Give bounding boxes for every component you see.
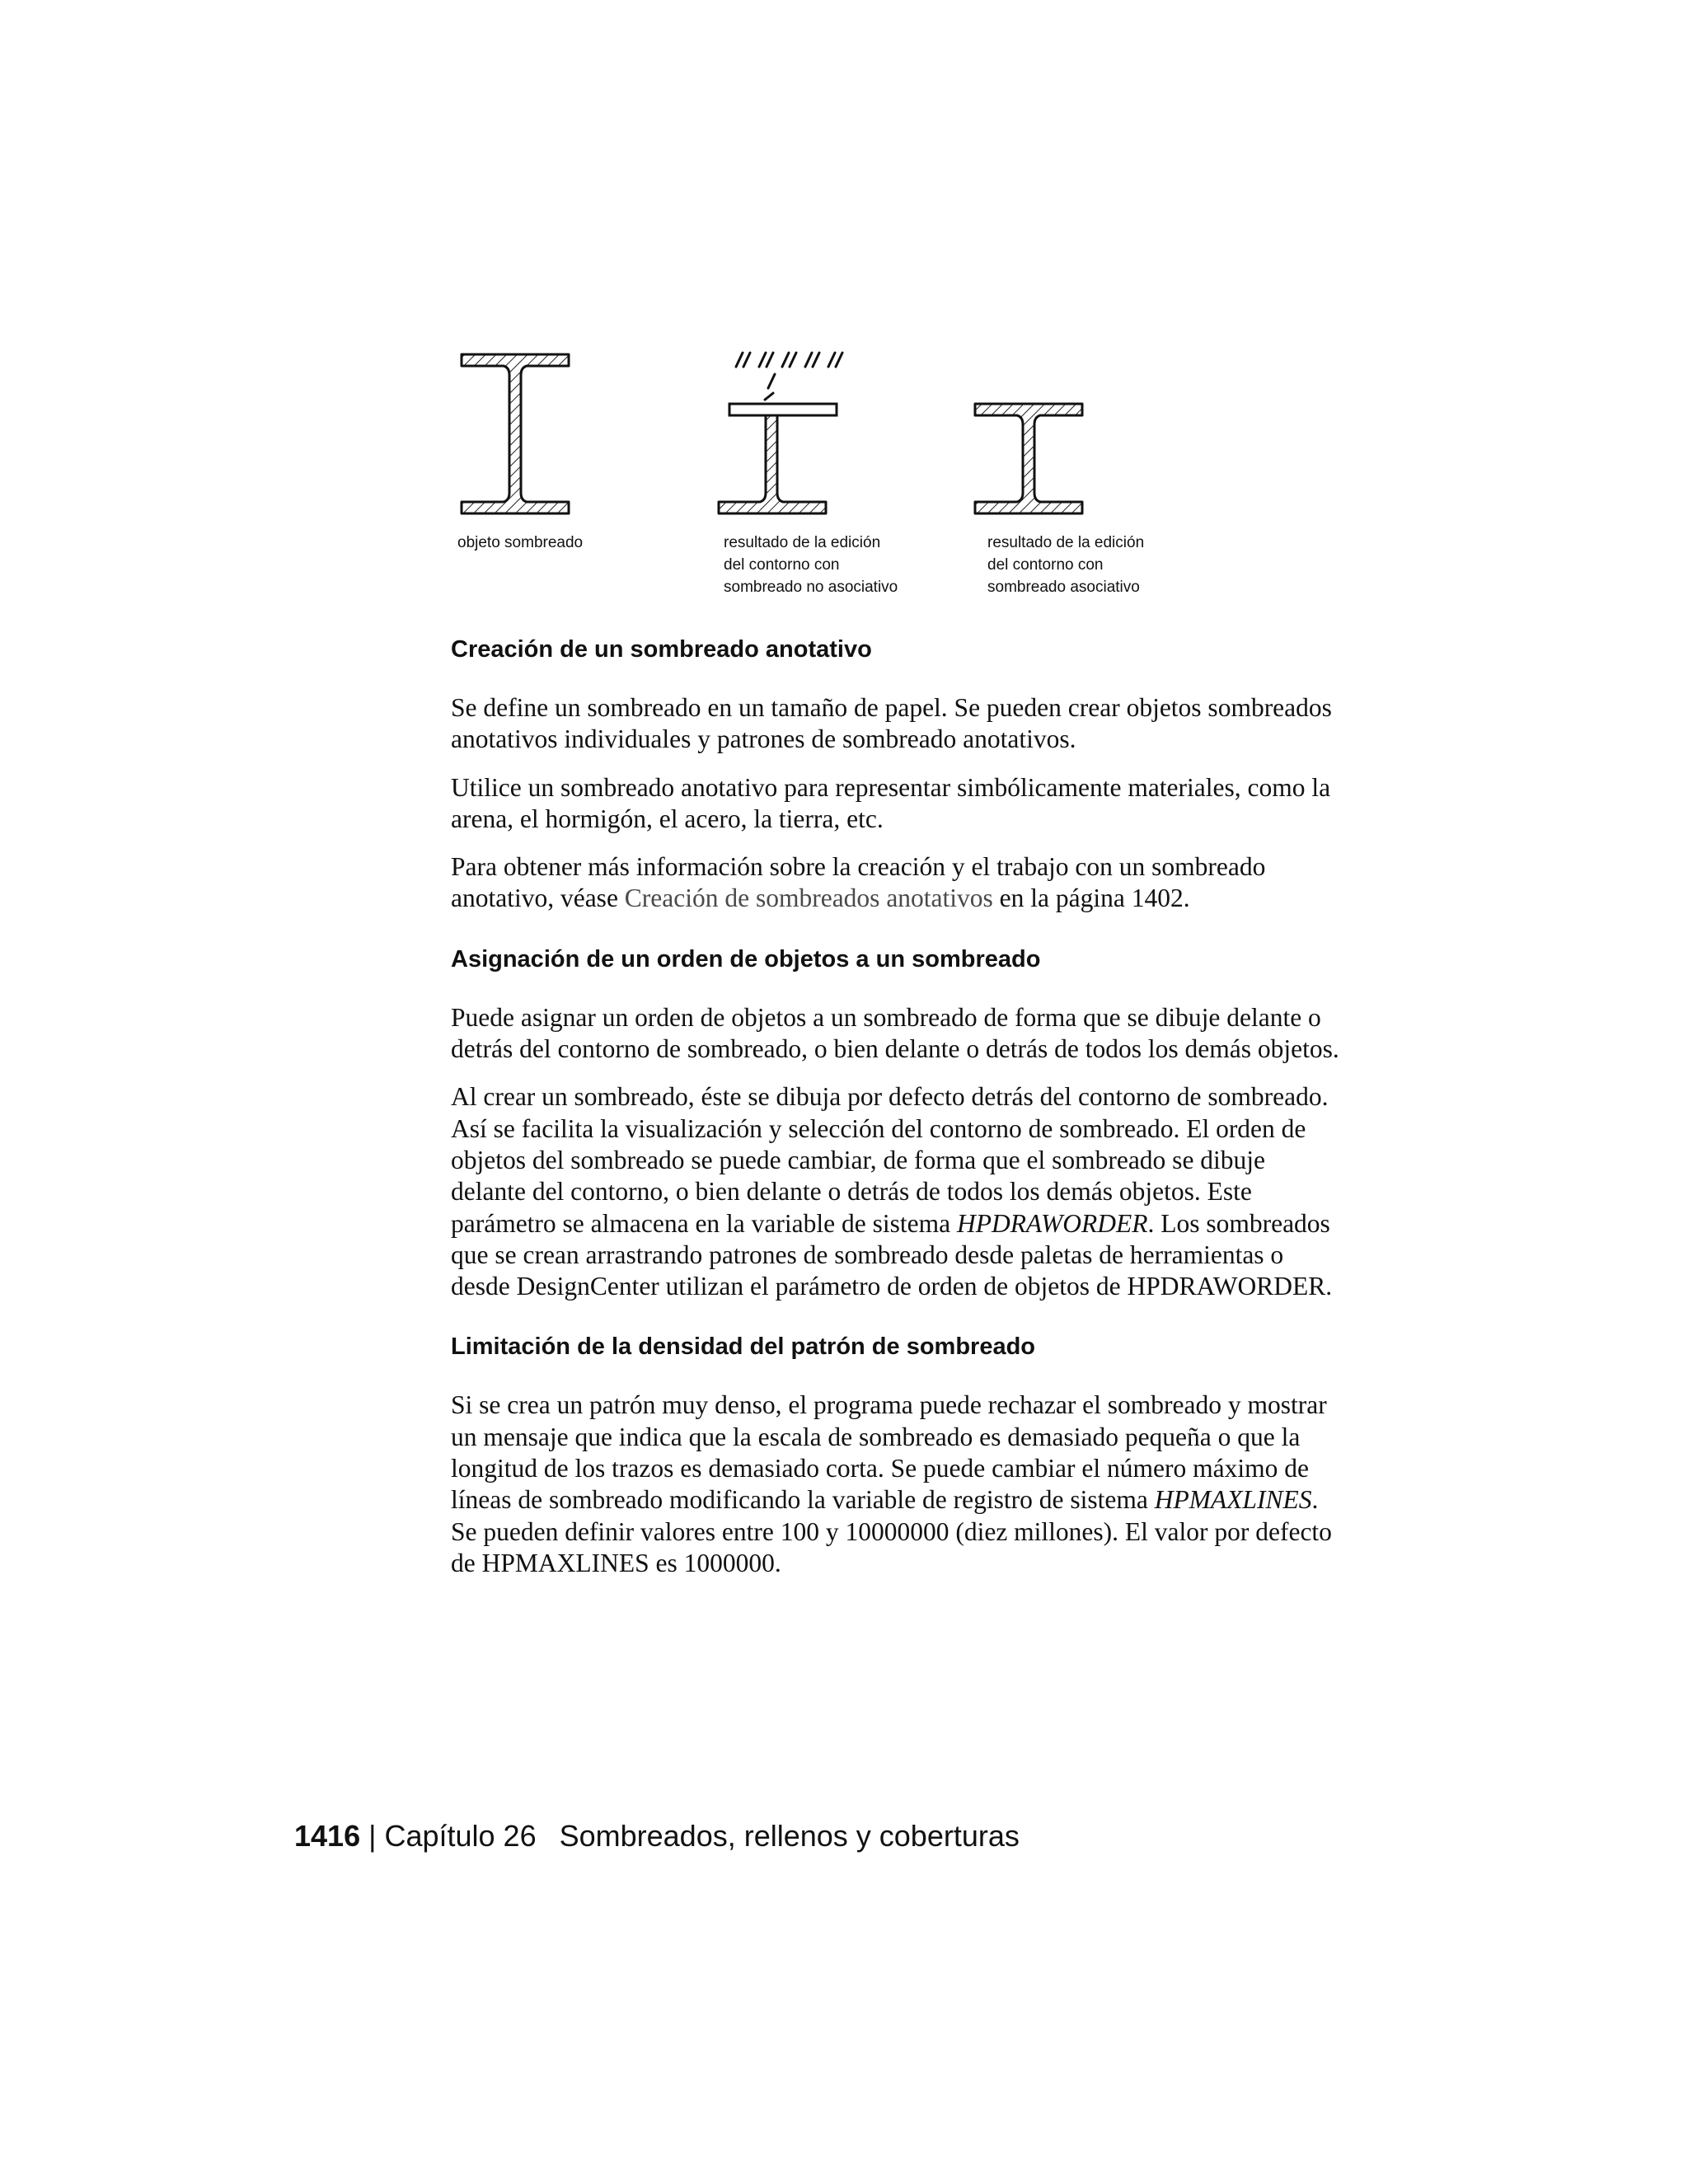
section-heading: Creación de un sombreado anotativo — [451, 636, 872, 663]
paragraph: Puede asignar un orden de objetos a un sombreado de forma que se dibuje delante o detrás del contorno de sombreado, o bien delante o detrás de todos los demás objetos. — [451, 1002, 1339, 1064]
paragraph-with-variable — [451, 1390, 1341, 1579]
paragraph-text: Para obtener más información sobre la creación y el trabajo con un sombreado anotativo, véase — [451, 852, 1266, 913]
paragraph-text: . Se pueden definir valores entre 100 y 10000000 (diez millones). El valor por defecto de HPMAXLINES es 1000000. — [451, 1485, 1332, 1577]
paragraph-with-link — [451, 851, 1341, 915]
figure-caption-nonassociative: resultado de la edición del contorno con sombreado no asociativo — [724, 534, 898, 596]
figure-caption-associative: resultado de la edición del contorno con sombreado asociativo — [987, 534, 1145, 596]
page-body — [451, 635, 1341, 1596]
section-draw-order — [451, 944, 1341, 1303]
section-pattern-density — [451, 1332, 1341, 1579]
system-variable-name: HPDRAWORDER — [956, 1208, 1148, 1238]
paragraph-with-variable — [451, 1081, 1341, 1302]
paragraph-text: en la página 1402. — [992, 883, 1190, 913]
paragraph: Utilice un sombreado anotativo para representar simbólicamente materiales, como la arena, el hormigón, el acero, la tierra, etc. — [451, 772, 1331, 833]
chapter-label: Capítulo 26 — [384, 1819, 537, 1853]
paragraph-text: Si se crea un patrón muy denso, el programa puede rechazar el sombreado y mostrar un mensaje que indica que la escala de sombreado es demasiado pequeña o que la longitud de los trazos es demasiado corta. Se puede cambiar el número máximo de líneas de sombreado modificando la variable de registro de sistema — [451, 1390, 1327, 1515]
section-annotative-hatch — [451, 635, 1341, 915]
paragraph-text: Al crear un sombreado, éste se dibuja por defecto detrás del contorno de sombreado. Así se facilita la visualización y selección del contorno de sombreado. El orden de objetos del sombreado se puede cambiar, de forma que el sombreado se dibuje delante del contorno, o bien delante o detrás de todos los demás objetos. Este parámetro se almacena en la variable de sistema — [451, 1082, 1329, 1238]
paragraph: Se define un sombreado en un tamaño de papel. Se pueden crear objetos sombreados anotativos individuales y patrones de sombreado anotativos. — [451, 693, 1332, 754]
system-variable-name: HPMAXLINES — [1154, 1485, 1312, 1515]
hatched-ibeam-nonassociative — [719, 353, 842, 513]
cross-reference-link[interactable]: Creación de sombreados anotativos — [624, 883, 993, 913]
section-heading: Limitación de la densidad del patrón de sombreado — [451, 1333, 1036, 1361]
footer-separator: | — [368, 1819, 377, 1853]
page-number: 1416 — [294, 1819, 361, 1853]
figure-caption-hatched-object: objeto sombreado — [457, 534, 584, 551]
chapter-title: Sombreados, rellenos y coberturas — [559, 1819, 1020, 1853]
section-heading: Asignación de un orden de objetos a un sombreado — [451, 945, 1041, 972]
hatched-ibeam-original — [462, 354, 569, 513]
page-footer — [294, 1818, 1020, 1854]
paragraph-text: . Los sombreados que se crean arrastrando patrones de sombreado desde paletas de herramientas o desde DesignCenter utilizan el parámetro de orden de objetos de HPDRAWORDER. — [451, 1208, 1333, 1301]
hatched-ibeam-associative — [975, 404, 1082, 513]
